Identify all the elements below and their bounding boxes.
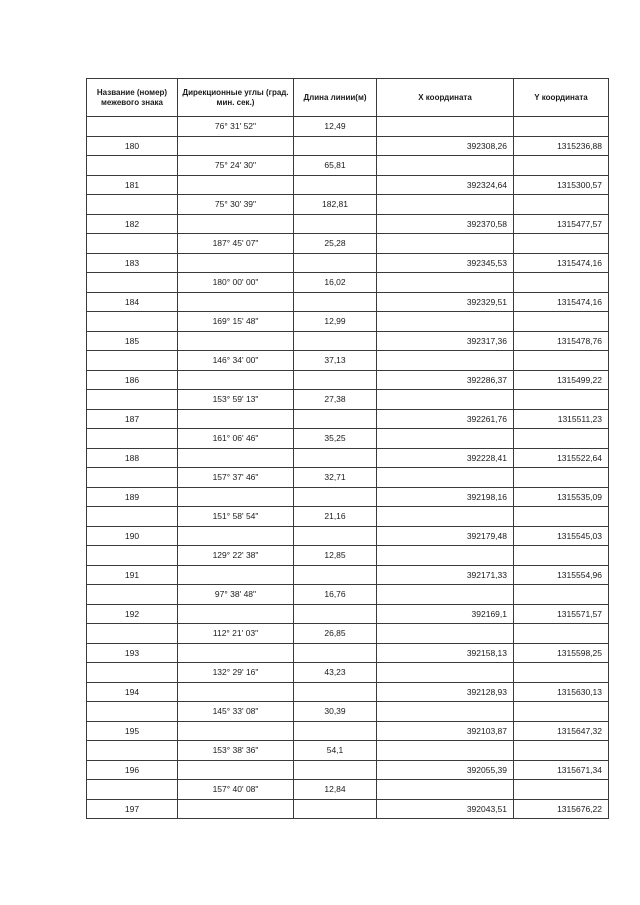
x-coordinate-cell-empty <box>377 273 514 293</box>
bearing-cell: 187° 45' 07" <box>178 234 294 254</box>
length-cell: 54,1 <box>294 741 377 761</box>
bearing-cell-empty <box>178 331 294 351</box>
length-cell-empty <box>294 136 377 156</box>
bearing-cell-empty <box>178 565 294 585</box>
segment-row <box>87 429 609 449</box>
point-name-cell: 185 <box>87 331 178 351</box>
point-name-cell: 181 <box>87 175 178 195</box>
point-row <box>87 409 609 429</box>
bearing-cell: 132° 29' 16" <box>178 663 294 683</box>
header-x-coordinate: X координата <box>377 79 514 117</box>
x-coordinate-cell-empty <box>377 312 514 332</box>
length-cell: 65,81 <box>294 156 377 176</box>
segment-row <box>87 234 609 254</box>
point-name-cell: 180 <box>87 136 178 156</box>
y-coordinate-cell-empty <box>514 585 609 605</box>
length-cell-empty <box>294 448 377 468</box>
x-coordinate-cell: 392103,87 <box>377 721 514 741</box>
length-cell: 37,13 <box>294 351 377 371</box>
point-row <box>87 448 609 468</box>
x-coordinate-cell: 392261,76 <box>377 409 514 429</box>
point-row <box>87 136 609 156</box>
bearing-cell-empty <box>178 682 294 702</box>
length-cell: 43,23 <box>294 663 377 683</box>
table-body <box>87 117 609 819</box>
segment-row <box>87 468 609 488</box>
segment-row <box>87 702 609 722</box>
bearing-cell: 97° 38' 48" <box>178 585 294 605</box>
point-row <box>87 175 609 195</box>
point-name-cell-empty <box>87 507 178 527</box>
segment-row <box>87 390 609 410</box>
point-name-cell: 184 <box>87 292 178 312</box>
y-coordinate-cell: 1315630,13 <box>514 682 609 702</box>
x-coordinate-cell: 392043,51 <box>377 799 514 819</box>
point-name-cell-empty <box>87 546 178 566</box>
segment-row <box>87 741 609 761</box>
point-name-cell: 195 <box>87 721 178 741</box>
length-cell-empty <box>294 331 377 351</box>
bearing-cell-empty <box>178 721 294 741</box>
x-coordinate-cell-empty <box>377 780 514 800</box>
bearing-cell: 112° 21' 03" <box>178 624 294 644</box>
y-coordinate-cell: 1315477,57 <box>514 214 609 234</box>
y-coordinate-cell-empty <box>514 351 609 371</box>
y-coordinate-cell: 1315236,88 <box>514 136 609 156</box>
length-cell-empty <box>294 175 377 195</box>
x-coordinate-cell: 392128,93 <box>377 682 514 702</box>
point-row <box>87 487 609 507</box>
y-coordinate-cell: 1315535,09 <box>514 487 609 507</box>
y-coordinate-cell: 1315676,22 <box>514 799 609 819</box>
bearing-cell-empty <box>178 409 294 429</box>
bearing-cell: 145° 33' 08" <box>178 702 294 722</box>
point-row <box>87 799 609 819</box>
y-coordinate-cell-empty <box>514 429 609 449</box>
bearing-cell-empty <box>178 253 294 273</box>
bearing-cell-empty <box>178 370 294 390</box>
x-coordinate-cell-empty <box>377 468 514 488</box>
x-coordinate-cell-empty <box>377 117 514 137</box>
point-name-cell: 191 <box>87 565 178 585</box>
point-name-cell: 190 <box>87 526 178 546</box>
y-coordinate-cell: 1315571,57 <box>514 604 609 624</box>
segment-row <box>87 312 609 332</box>
x-coordinate-cell: 392345,53 <box>377 253 514 273</box>
y-coordinate-cell-empty <box>514 663 609 683</box>
segment-row <box>87 351 609 371</box>
x-coordinate-cell: 392055,39 <box>377 760 514 780</box>
y-coordinate-cell: 1315554,96 <box>514 565 609 585</box>
segment-row <box>87 780 609 800</box>
y-coordinate-cell-empty <box>514 156 609 176</box>
header-point-name: Название (номер) межевого знака <box>87 79 178 117</box>
bearing-cell-empty <box>178 214 294 234</box>
segment-row <box>87 624 609 644</box>
point-name-cell-empty <box>87 468 178 488</box>
point-name-cell-empty <box>87 624 178 644</box>
x-coordinate-cell: 392286,37 <box>377 370 514 390</box>
y-coordinate-cell: 1315300,57 <box>514 175 609 195</box>
point-name-cell: 194 <box>87 682 178 702</box>
point-name-cell-empty <box>87 390 178 410</box>
x-coordinate-cell: 392179,48 <box>377 526 514 546</box>
segment-row <box>87 507 609 527</box>
point-row <box>87 721 609 741</box>
y-coordinate-cell: 1315522,64 <box>514 448 609 468</box>
bearing-cell: 153° 38' 36" <box>178 741 294 761</box>
point-row <box>87 643 609 663</box>
length-cell: 12,84 <box>294 780 377 800</box>
boundary-coordinates-table <box>86 78 609 819</box>
y-coordinate-cell: 1315499,22 <box>514 370 609 390</box>
length-cell: 26,85 <box>294 624 377 644</box>
bearing-cell: 129° 22' 38" <box>178 546 294 566</box>
length-cell: 32,71 <box>294 468 377 488</box>
point-row <box>87 292 609 312</box>
length-cell-empty <box>294 604 377 624</box>
point-name-cell: 182 <box>87 214 178 234</box>
y-coordinate-cell-empty <box>514 780 609 800</box>
bearing-cell-empty <box>178 799 294 819</box>
length-cell: 30,39 <box>294 702 377 722</box>
length-cell: 21,16 <box>294 507 377 527</box>
y-coordinate-cell: 1315545,03 <box>514 526 609 546</box>
point-name-cell: 187 <box>87 409 178 429</box>
y-coordinate-cell: 1315474,16 <box>514 292 609 312</box>
point-name-cell-empty <box>87 117 178 137</box>
point-name-cell-empty <box>87 585 178 605</box>
y-coordinate-cell-empty <box>514 507 609 527</box>
length-cell-empty <box>294 370 377 390</box>
x-coordinate-cell: 392228,41 <box>377 448 514 468</box>
x-coordinate-cell-empty <box>377 195 514 215</box>
length-cell: 12,85 <box>294 546 377 566</box>
point-name-cell-empty <box>87 663 178 683</box>
point-row <box>87 760 609 780</box>
point-name-cell-empty <box>87 234 178 254</box>
point-name-cell-empty <box>87 156 178 176</box>
header-row <box>87 79 609 117</box>
x-coordinate-cell: 392308,26 <box>377 136 514 156</box>
length-cell-empty <box>294 682 377 702</box>
y-coordinate-cell: 1315671,34 <box>514 760 609 780</box>
bearing-cell: 180° 00' 00" <box>178 273 294 293</box>
bearing-cell-empty <box>178 604 294 624</box>
x-coordinate-cell-empty <box>377 663 514 683</box>
x-coordinate-cell: 392198,16 <box>377 487 514 507</box>
y-coordinate-cell: 1315474,16 <box>514 253 609 273</box>
y-coordinate-cell-empty <box>514 741 609 761</box>
point-name-cell: 186 <box>87 370 178 390</box>
x-coordinate-cell: 392171,33 <box>377 565 514 585</box>
length-cell-empty <box>294 214 377 234</box>
point-row <box>87 565 609 585</box>
point-name-cell-empty <box>87 780 178 800</box>
segment-row <box>87 585 609 605</box>
bearing-cell: 146° 34' 00" <box>178 351 294 371</box>
bearing-cell: 75° 30' 39" <box>178 195 294 215</box>
point-name-cell: 193 <box>87 643 178 663</box>
point-row <box>87 370 609 390</box>
bearing-cell-empty <box>178 760 294 780</box>
x-coordinate-cell: 392324,64 <box>377 175 514 195</box>
bearing-cell-empty <box>178 448 294 468</box>
length-cell: 25,28 <box>294 234 377 254</box>
bearing-cell: 153° 59' 13" <box>178 390 294 410</box>
y-coordinate-cell: 1315511,23 <box>514 409 609 429</box>
bearing-cell-empty <box>178 643 294 663</box>
bearing-cell: 76° 31' 52" <box>178 117 294 137</box>
point-name-cell-empty <box>87 429 178 449</box>
x-coordinate-cell-empty <box>377 234 514 254</box>
x-coordinate-cell-empty <box>377 585 514 605</box>
point-row <box>87 604 609 624</box>
point-name-cell-empty <box>87 273 178 293</box>
y-coordinate-cell: 1315478,76 <box>514 331 609 351</box>
length-cell-empty <box>294 721 377 741</box>
length-cell-empty <box>294 799 377 819</box>
length-cell: 12,99 <box>294 312 377 332</box>
point-name-cell: 183 <box>87 253 178 273</box>
x-coordinate-cell-empty <box>377 702 514 722</box>
segment-row <box>87 546 609 566</box>
y-coordinate-cell-empty <box>514 624 609 644</box>
point-name-cell-empty <box>87 741 178 761</box>
x-coordinate-cell: 392158,13 <box>377 643 514 663</box>
segment-row <box>87 273 609 293</box>
x-coordinate-cell-empty <box>377 624 514 644</box>
length-cell: 16,02 <box>294 273 377 293</box>
point-name-cell-empty <box>87 702 178 722</box>
bearing-cell-empty <box>178 487 294 507</box>
x-coordinate-cell: 392370,58 <box>377 214 514 234</box>
length-cell-empty <box>294 409 377 429</box>
bearing-cell-empty <box>178 292 294 312</box>
x-coordinate-cell: 392329,51 <box>377 292 514 312</box>
point-name-cell: 188 <box>87 448 178 468</box>
length-cell-empty <box>294 760 377 780</box>
bearing-cell-empty <box>178 136 294 156</box>
x-coordinate-cell-empty <box>377 390 514 410</box>
length-cell: 16,76 <box>294 585 377 605</box>
y-coordinate-cell: 1315647,32 <box>514 721 609 741</box>
length-cell: 12,49 <box>294 117 377 137</box>
segment-row <box>87 117 609 137</box>
length-cell: 35,25 <box>294 429 377 449</box>
length-cell: 27,38 <box>294 390 377 410</box>
point-row <box>87 253 609 273</box>
y-coordinate-cell-empty <box>514 546 609 566</box>
y-coordinate-cell-empty <box>514 195 609 215</box>
y-coordinate-cell-empty <box>514 312 609 332</box>
point-name-cell: 189 <box>87 487 178 507</box>
length-cell-empty <box>294 526 377 546</box>
point-name-cell: 196 <box>87 760 178 780</box>
point-row <box>87 526 609 546</box>
length-cell-empty <box>294 292 377 312</box>
length-cell: 182,81 <box>294 195 377 215</box>
bearing-cell: 151° 58' 54" <box>178 507 294 527</box>
y-coordinate-cell-empty <box>514 702 609 722</box>
y-coordinate-cell-empty <box>514 390 609 410</box>
y-coordinate-cell-empty <box>514 117 609 137</box>
point-row <box>87 682 609 702</box>
length-cell-empty <box>294 565 377 585</box>
point-row <box>87 331 609 351</box>
length-cell-empty <box>294 253 377 273</box>
point-name-cell: 192 <box>87 604 178 624</box>
point-name-cell-empty <box>87 312 178 332</box>
header-length: Длина линии(м) <box>294 79 377 117</box>
y-coordinate-cell-empty <box>514 234 609 254</box>
x-coordinate-cell-empty <box>377 546 514 566</box>
length-cell-empty <box>294 487 377 507</box>
segment-row <box>87 195 609 215</box>
header-bearing: Дирекционные углы (град. мин. сек.) <box>178 79 294 117</box>
x-coordinate-cell-empty <box>377 429 514 449</box>
y-coordinate-cell: 1315598,25 <box>514 643 609 663</box>
segment-row <box>87 156 609 176</box>
bearing-cell-empty <box>178 526 294 546</box>
coordinates-sheet <box>86 78 608 819</box>
length-cell-empty <box>294 643 377 663</box>
x-coordinate-cell-empty <box>377 741 514 761</box>
segment-row <box>87 663 609 683</box>
point-name-cell-empty <box>87 351 178 371</box>
point-name-cell-empty <box>87 195 178 215</box>
point-name-cell: 197 <box>87 799 178 819</box>
bearing-cell: 157° 37' 46" <box>178 468 294 488</box>
bearing-cell: 169° 15' 48" <box>178 312 294 332</box>
point-row <box>87 214 609 234</box>
x-coordinate-cell: 392317,36 <box>377 331 514 351</box>
header-y-coordinate: Y координата <box>514 79 609 117</box>
bearing-cell: 75° 24' 30" <box>178 156 294 176</box>
x-coordinate-cell-empty <box>377 156 514 176</box>
bearing-cell: 157° 40' 08" <box>178 780 294 800</box>
bearing-cell-empty <box>178 175 294 195</box>
x-coordinate-cell: 392169,1 <box>377 604 514 624</box>
bearing-cell: 161° 06' 46" <box>178 429 294 449</box>
x-coordinate-cell-empty <box>377 507 514 527</box>
x-coordinate-cell-empty <box>377 351 514 371</box>
y-coordinate-cell-empty <box>514 468 609 488</box>
y-coordinate-cell-empty <box>514 273 609 293</box>
